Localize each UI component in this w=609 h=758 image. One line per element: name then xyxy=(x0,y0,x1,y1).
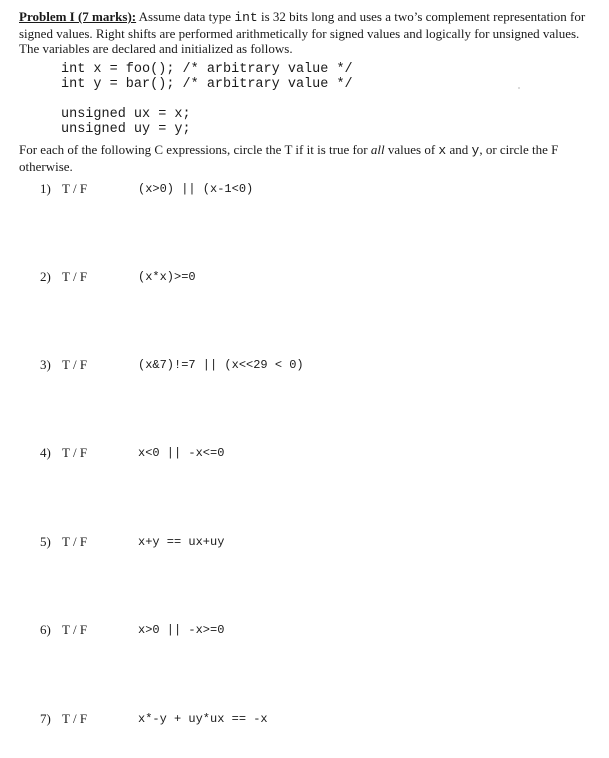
scan-speck xyxy=(518,87,520,89)
true-false-choice[interactable]: T / F xyxy=(62,622,88,637)
question-2 xyxy=(40,269,580,287)
true-false-choice[interactable]: T / F xyxy=(62,357,88,372)
var-y: y xyxy=(471,143,480,158)
instructions xyxy=(19,142,593,174)
instructions-text-2: values of xyxy=(384,142,439,157)
question-expression: x+y == ux+uy xyxy=(138,535,225,549)
question-number: 4) xyxy=(40,445,51,460)
question-expression: x>0 || -x>=0 xyxy=(138,623,225,637)
intro-text-1: Assume data type xyxy=(136,9,235,24)
signed-declarations: int x = foo(); /* arbitrary value */ int y = bar(); /* arbitrary value */ xyxy=(61,62,353,92)
unsigned-declarations: unsigned ux = x; unsigned uy = y; xyxy=(61,107,191,137)
instructions-text-1: For each of the following C expressions, circle the T if it is true for xyxy=(19,142,371,157)
question-expression: x<0 || -x<=0 xyxy=(138,446,225,460)
question-number: 7) xyxy=(40,711,51,726)
question-7 xyxy=(40,711,580,729)
var-x: x xyxy=(438,143,447,158)
question-number: 6) xyxy=(40,622,51,637)
question-expression: (x*x)>=0 xyxy=(138,270,196,284)
problem-intro xyxy=(19,9,593,57)
true-false-choice[interactable]: T / F xyxy=(62,711,88,726)
intro-text-2: is 32 bits long and uses a two’s complement representation for signed values. Right shifts are performed arithmetically for signed values and logically for unsigned values. The variables are declared and initialized as follows. xyxy=(19,9,586,56)
question-number: 2) xyxy=(40,269,51,284)
question-expression: x*-y + uy*ux == -x xyxy=(138,712,268,726)
question-number: 3) xyxy=(40,357,51,372)
question-4 xyxy=(40,445,580,463)
int-keyword: int xyxy=(234,10,258,25)
question-5 xyxy=(40,534,580,552)
true-false-choice[interactable]: T / F xyxy=(62,181,88,196)
instructions-and: and xyxy=(446,142,472,157)
true-false-choice[interactable]: T / F xyxy=(62,269,88,284)
question-expression: (x>0) || (x-1<0) xyxy=(138,182,254,196)
question-number: 1) xyxy=(40,181,51,196)
true-false-choice[interactable]: T / F xyxy=(62,534,88,549)
question-expression: (x&7)!=7 || (x<<29 < 0) xyxy=(138,358,304,372)
problem-title: Problem I (7 marks): xyxy=(19,9,137,24)
instructions-all: all xyxy=(370,142,385,157)
question-6 xyxy=(40,622,580,640)
question-1 xyxy=(40,181,580,199)
question-3 xyxy=(40,357,580,375)
instructions-text-3: , or circle the F otherwise. xyxy=(19,142,559,174)
question-number: 5) xyxy=(40,534,51,549)
true-false-choice[interactable]: T / F xyxy=(62,445,88,460)
